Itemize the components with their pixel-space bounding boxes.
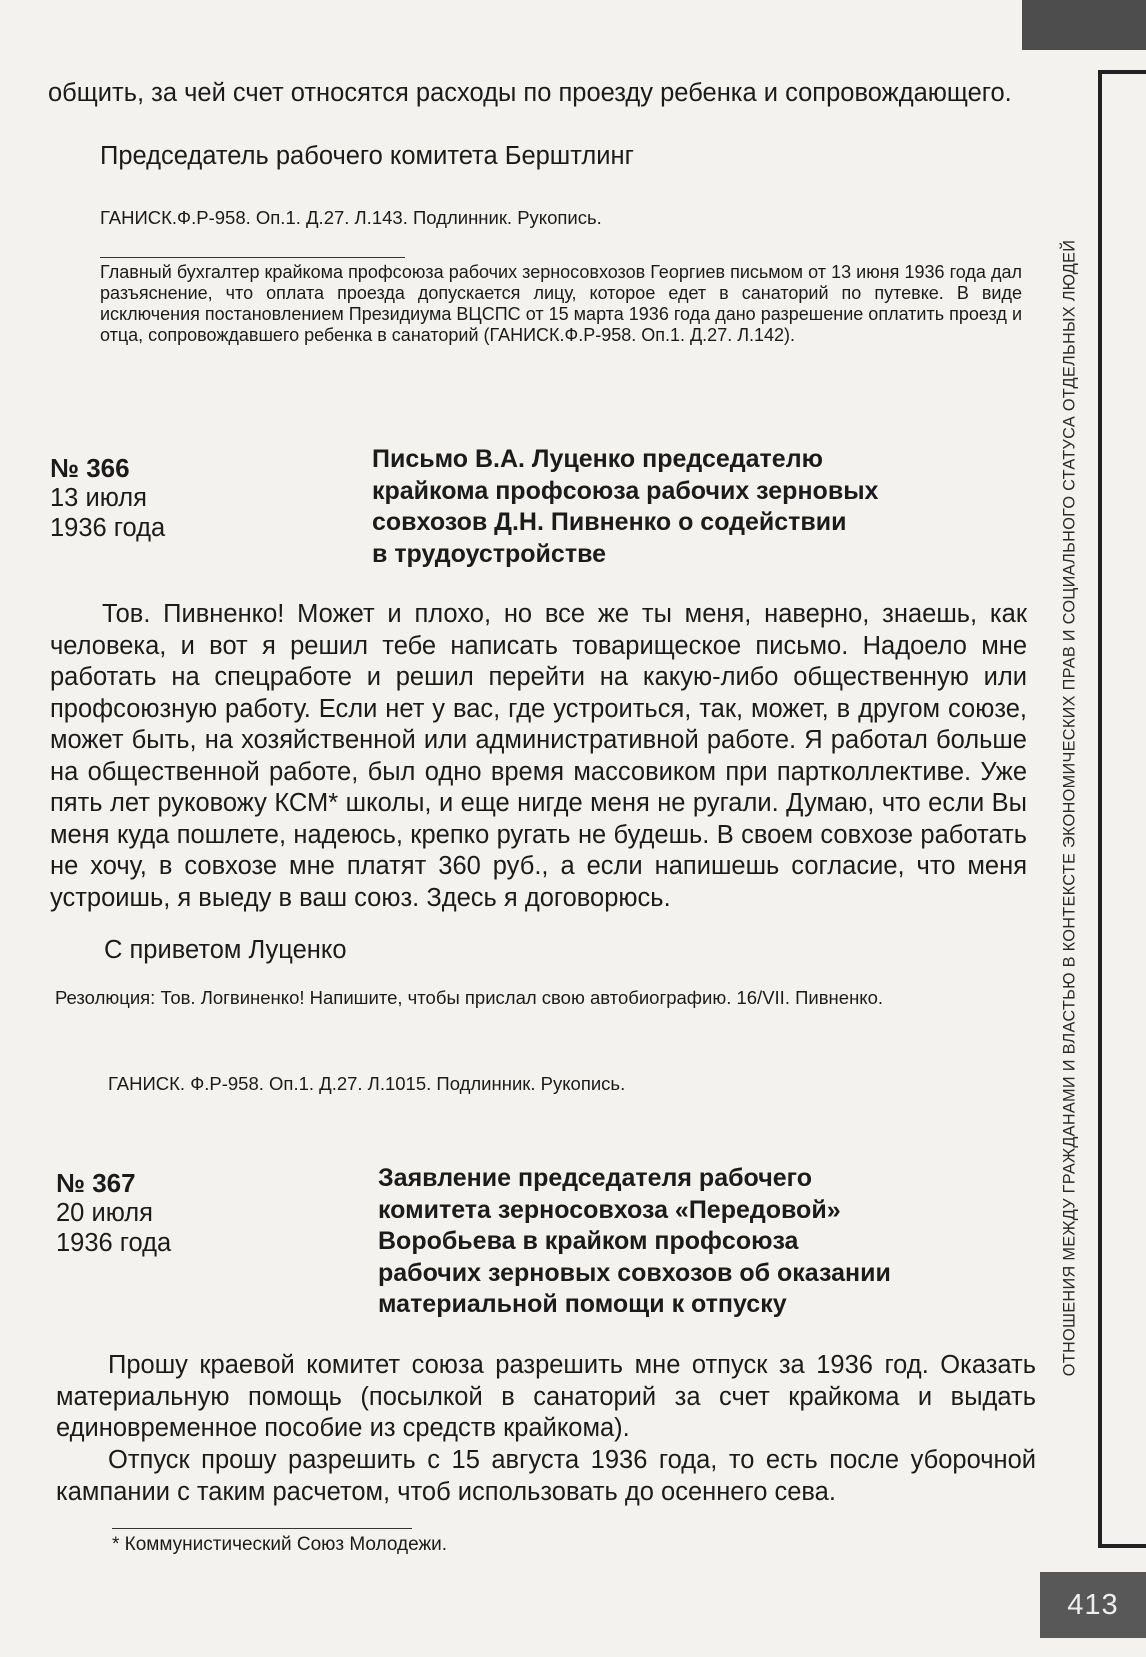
doc367-heading <box>56 1168 171 1258</box>
doc367-title-line: Заявление председателя рабочего <box>378 1164 812 1192</box>
doc366-title-line: совхозов Д.Н. Пивненко о содействии <box>372 508 847 536</box>
doc367-title-line: Воробьева в крайком профсоюза <box>378 1227 799 1255</box>
note-separator <box>100 257 405 258</box>
doc366-signature: С приветом Луценко <box>104 936 347 964</box>
doc367-paragraph-2: Отпуск прошу разрешить с 15 августа 1936 года, то есть после уборочной кампании с таким расчетом, чтоб использовать до осеннего сева. <box>56 1446 1036 1506</box>
doc366-title-line: Письмо В.А. Луценко председателю <box>372 445 823 473</box>
prev-doc-note: Главный бухгалтер крайкома профсоюза рабочих зерносовхозов Георгиев письмом от 13 июня 1936 года дал разъяснение, что оплата проезда допускается лицу, которое едет в санаторий по путевке. В виде исключения постановлением Президиума ВЦСПС от 15 марта 1936 года дано разрешение оплатить проезд и отца, сопровождавшего ребенка в санаторий (ГАНИСК.Ф.Р-958. Оп.1. Д.27. Л.142). <box>100 262 1022 345</box>
footnote: * Коммунистический Союз Молодежи. <box>112 1534 448 1555</box>
doc366-title-line: крайкома профсоюза рабочих зерновых <box>372 476 879 505</box>
doc367-title-line: комитета зерносовхоза «Передовой» <box>378 1195 841 1224</box>
side-frame <box>1098 70 1146 1548</box>
doc367-title <box>378 1163 1028 1321</box>
running-header-text: ОТНОШЕНИЯ МЕЖДУ ГРАЖДАНАМИ И ВЛАСТЬЮ В КОНТЕКСТЕ ЭКОНОМИЧЕСКИХ ПРАВ И СОЦИАЛЬНОГО СТАТУСА ОТДЕЛЬНЫХ ЛЮДЕЙ <box>1060 239 1079 1377</box>
doc367-title-line: рабочих зерновых совхозов об оказании <box>378 1258 891 1287</box>
doc366-title <box>372 444 1012 570</box>
doc367-year: 1936 года <box>56 1229 172 1257</box>
doc367-paragraph-1: Прошу краевой комитет союза разрешить мне отпуск за 1936 год. Оказать материальную помощь (посылкой в санаторий за счет крайкома и выдать единовременное пособие из средств крайкома). <box>56 1351 1036 1442</box>
doc367-day: 20 июля <box>56 1199 153 1227</box>
doc366-heading <box>50 453 165 543</box>
doc366-number: № 366 <box>50 453 130 483</box>
prev-doc-source: ГАНИСК.Ф.Р-958. Оп.1. Д.27. Л.143. Подлинник. Рукопись. <box>100 207 602 228</box>
doc367-number: № 367 <box>56 1168 136 1198</box>
doc366-day: 13 июля <box>50 484 147 512</box>
page-number: 413 <box>1040 1572 1146 1638</box>
doc366-source: ГАНИСК. Ф.Р-958. Оп.1. Д.27. Л.1015. Подлинник. Рукопись. <box>108 1073 626 1094</box>
running-header <box>1050 68 1090 1548</box>
doc366-body: Тов. Пивненко! Может и плохо, но все же ты меня, наверно, знаешь, как человека, и вот я решил тебе написать товарищеское письмо. Надоело мне работать на спецработе и решил перейти на какую-либо общественную или профсоюзную работу. Если нет у вас, где устроиться, так, может, в другом союзе, может быть, на хозяйственной или административной работе. Я работал больше на общественной работе, был одно время массовиком при партколлективе. Уже пять лет руковожу КСМ* школы, и еще нигде меня не ругали. Думаю, что если Вы меня куда пошлете, надеюсь, крепко ругать не будешь. В своем совхозе работать не хочу, в совхозе мне платят 360 руб., а если напишешь согласие, что меня устроишь, я выеду в ваш союз. Здесь я договорюсь. <box>50 600 1027 912</box>
doc366-year: 1936 года <box>50 514 166 542</box>
prev-doc-signature: Председатель рабочего комитета Берштлинг <box>100 142 634 170</box>
top-edge-tab <box>1022 0 1146 50</box>
footnote-separator <box>112 1528 412 1529</box>
prev-doc-continuation: общить, за чей счет относятся расходы по проезду ребенка и сопровождающего. <box>48 79 1012 107</box>
doc366-title-line: в трудоустройстве <box>372 539 607 568</box>
doc366-resolution: Резолюция: Тов. Логвиненко! Напишите, чтобы прислал свою автобиографию. 16/VII. Пивненко. <box>55 987 884 1008</box>
doc367-title-line: материальной помощи к отпуску <box>378 1290 787 1318</box>
